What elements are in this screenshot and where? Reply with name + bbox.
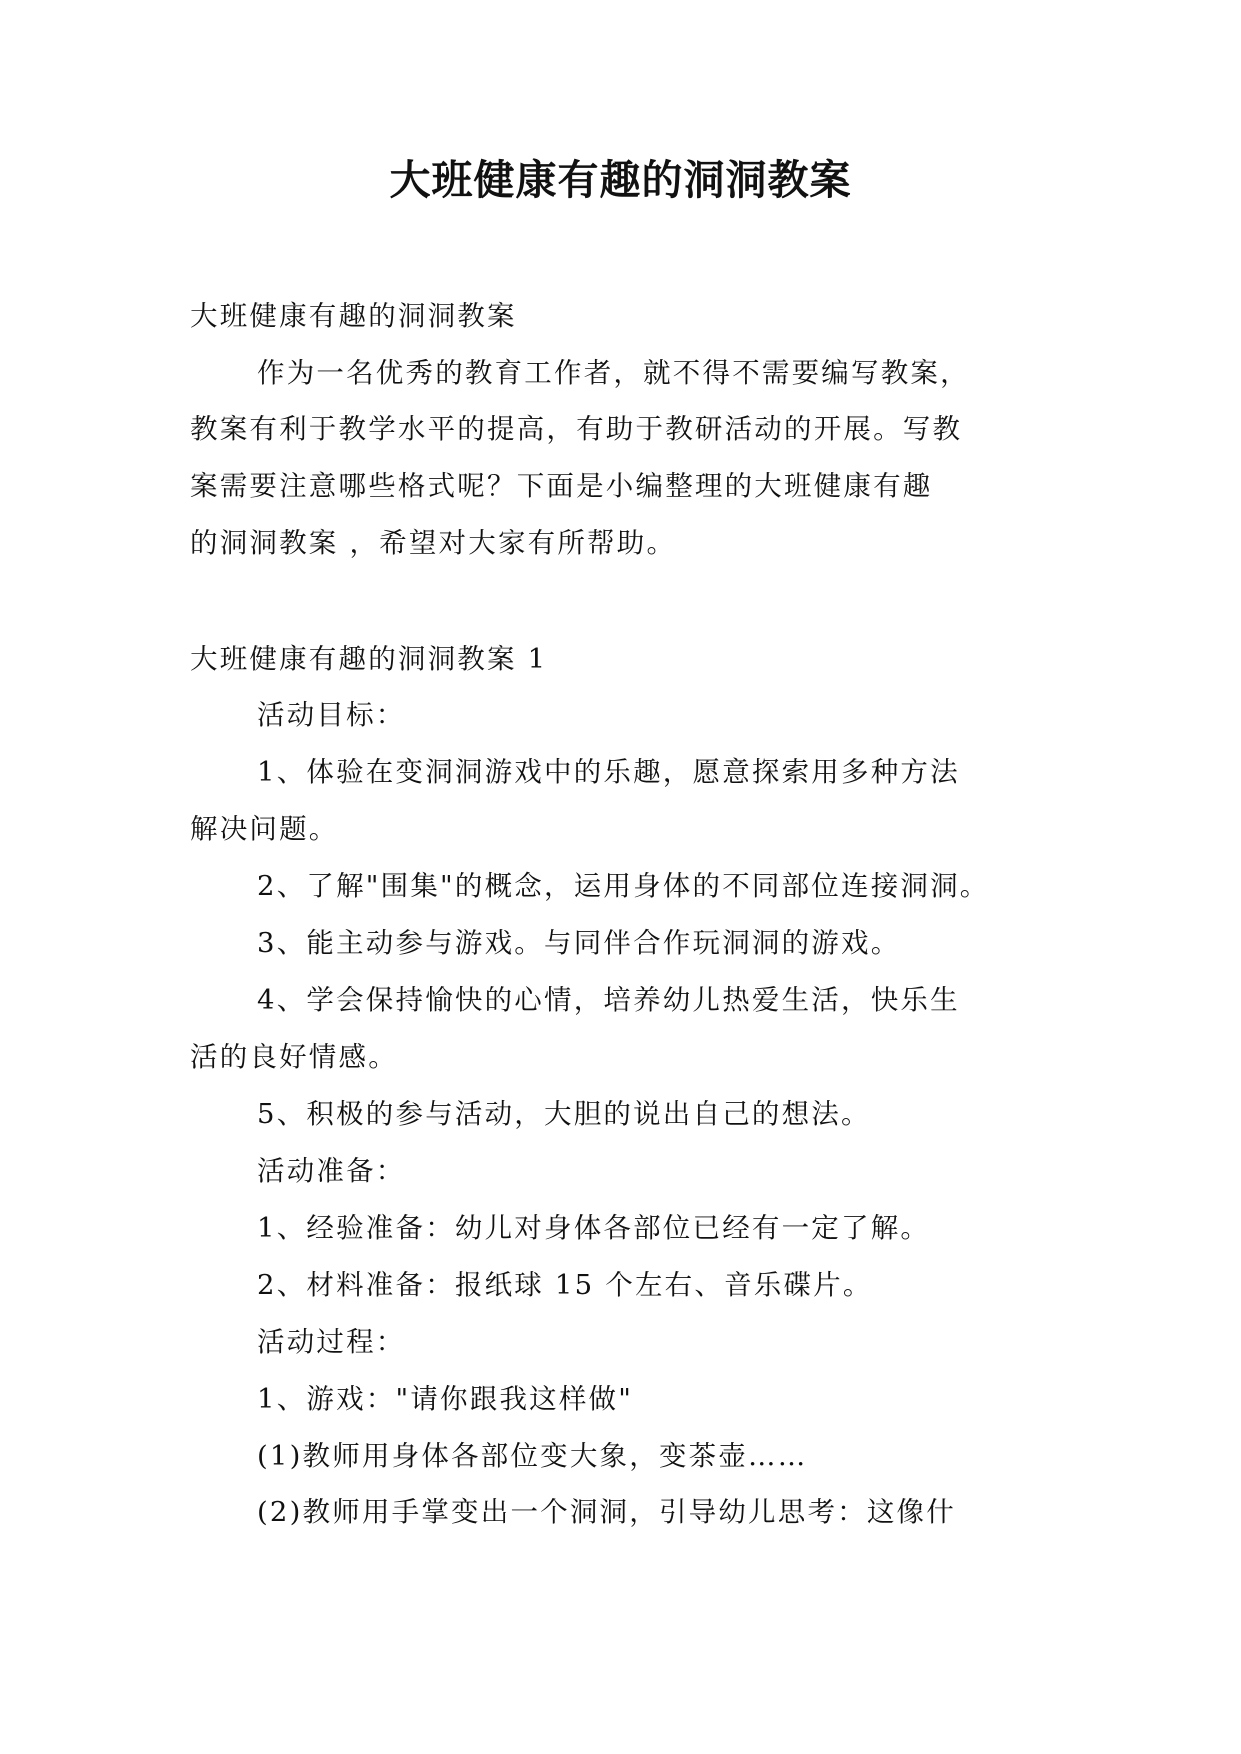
intro-line: 的洞洞教案 ，希望对大家有所帮助。 bbox=[190, 527, 677, 559]
body-line: 1、体验在变洞洞游戏中的乐趣，愿意探索用多种方法 bbox=[257, 756, 960, 788]
body-line: (2)教师用手掌变出一个洞洞，引导幼儿思考：这像什 bbox=[257, 1496, 956, 1528]
body-line: 2、了解"围集"的概念，运用身体的不同部位连接洞洞。 bbox=[257, 870, 990, 902]
body-line: 活的良好情感。 bbox=[190, 1041, 398, 1073]
body-line: (1)教师用身体各部位变大象，变茶壶…… bbox=[257, 1440, 808, 1472]
body-line: 2、材料准备：报纸球 15 个左右、音乐碟片。 bbox=[257, 1269, 873, 1301]
intro-line: 案需要注意哪些格式呢？下面是小编整理的大班健康有趣 bbox=[190, 470, 933, 502]
subtitle-line: 大班健康有趣的洞洞教案 bbox=[190, 300, 517, 332]
body-line: 5、积极的参与活动，大胆的说出自己的想法。 bbox=[257, 1098, 871, 1130]
body-line: 解决问题。 bbox=[190, 813, 339, 845]
intro-line: 教案有利于教学水平的提高，有助于教研活动的开展。写教 bbox=[190, 413, 963, 445]
body-line: 活动准备： bbox=[257, 1155, 406, 1187]
document-title: 大班健康有趣的洞洞教案 bbox=[389, 156, 852, 204]
intro-line: 作为一名优秀的教育工作者，就不得不需要编写教案， bbox=[257, 357, 970, 389]
body-line: 活动过程： bbox=[257, 1326, 406, 1358]
body-line: 4、学会保持愉快的心情，培养幼儿热爱生活，快乐生 bbox=[257, 984, 960, 1016]
body-line: 3、能主动参与游戏。与同伴合作玩洞洞的游戏。 bbox=[257, 927, 901, 959]
body-line: 1、经验准备：幼儿对身体各部位已经有一定了解。 bbox=[257, 1212, 931, 1244]
body-line: 活动目标： bbox=[257, 699, 406, 731]
body-line: 1、游戏："请你跟我这样做" bbox=[257, 1383, 634, 1415]
section-heading: 大班健康有趣的洞洞教案 1 bbox=[190, 643, 548, 675]
